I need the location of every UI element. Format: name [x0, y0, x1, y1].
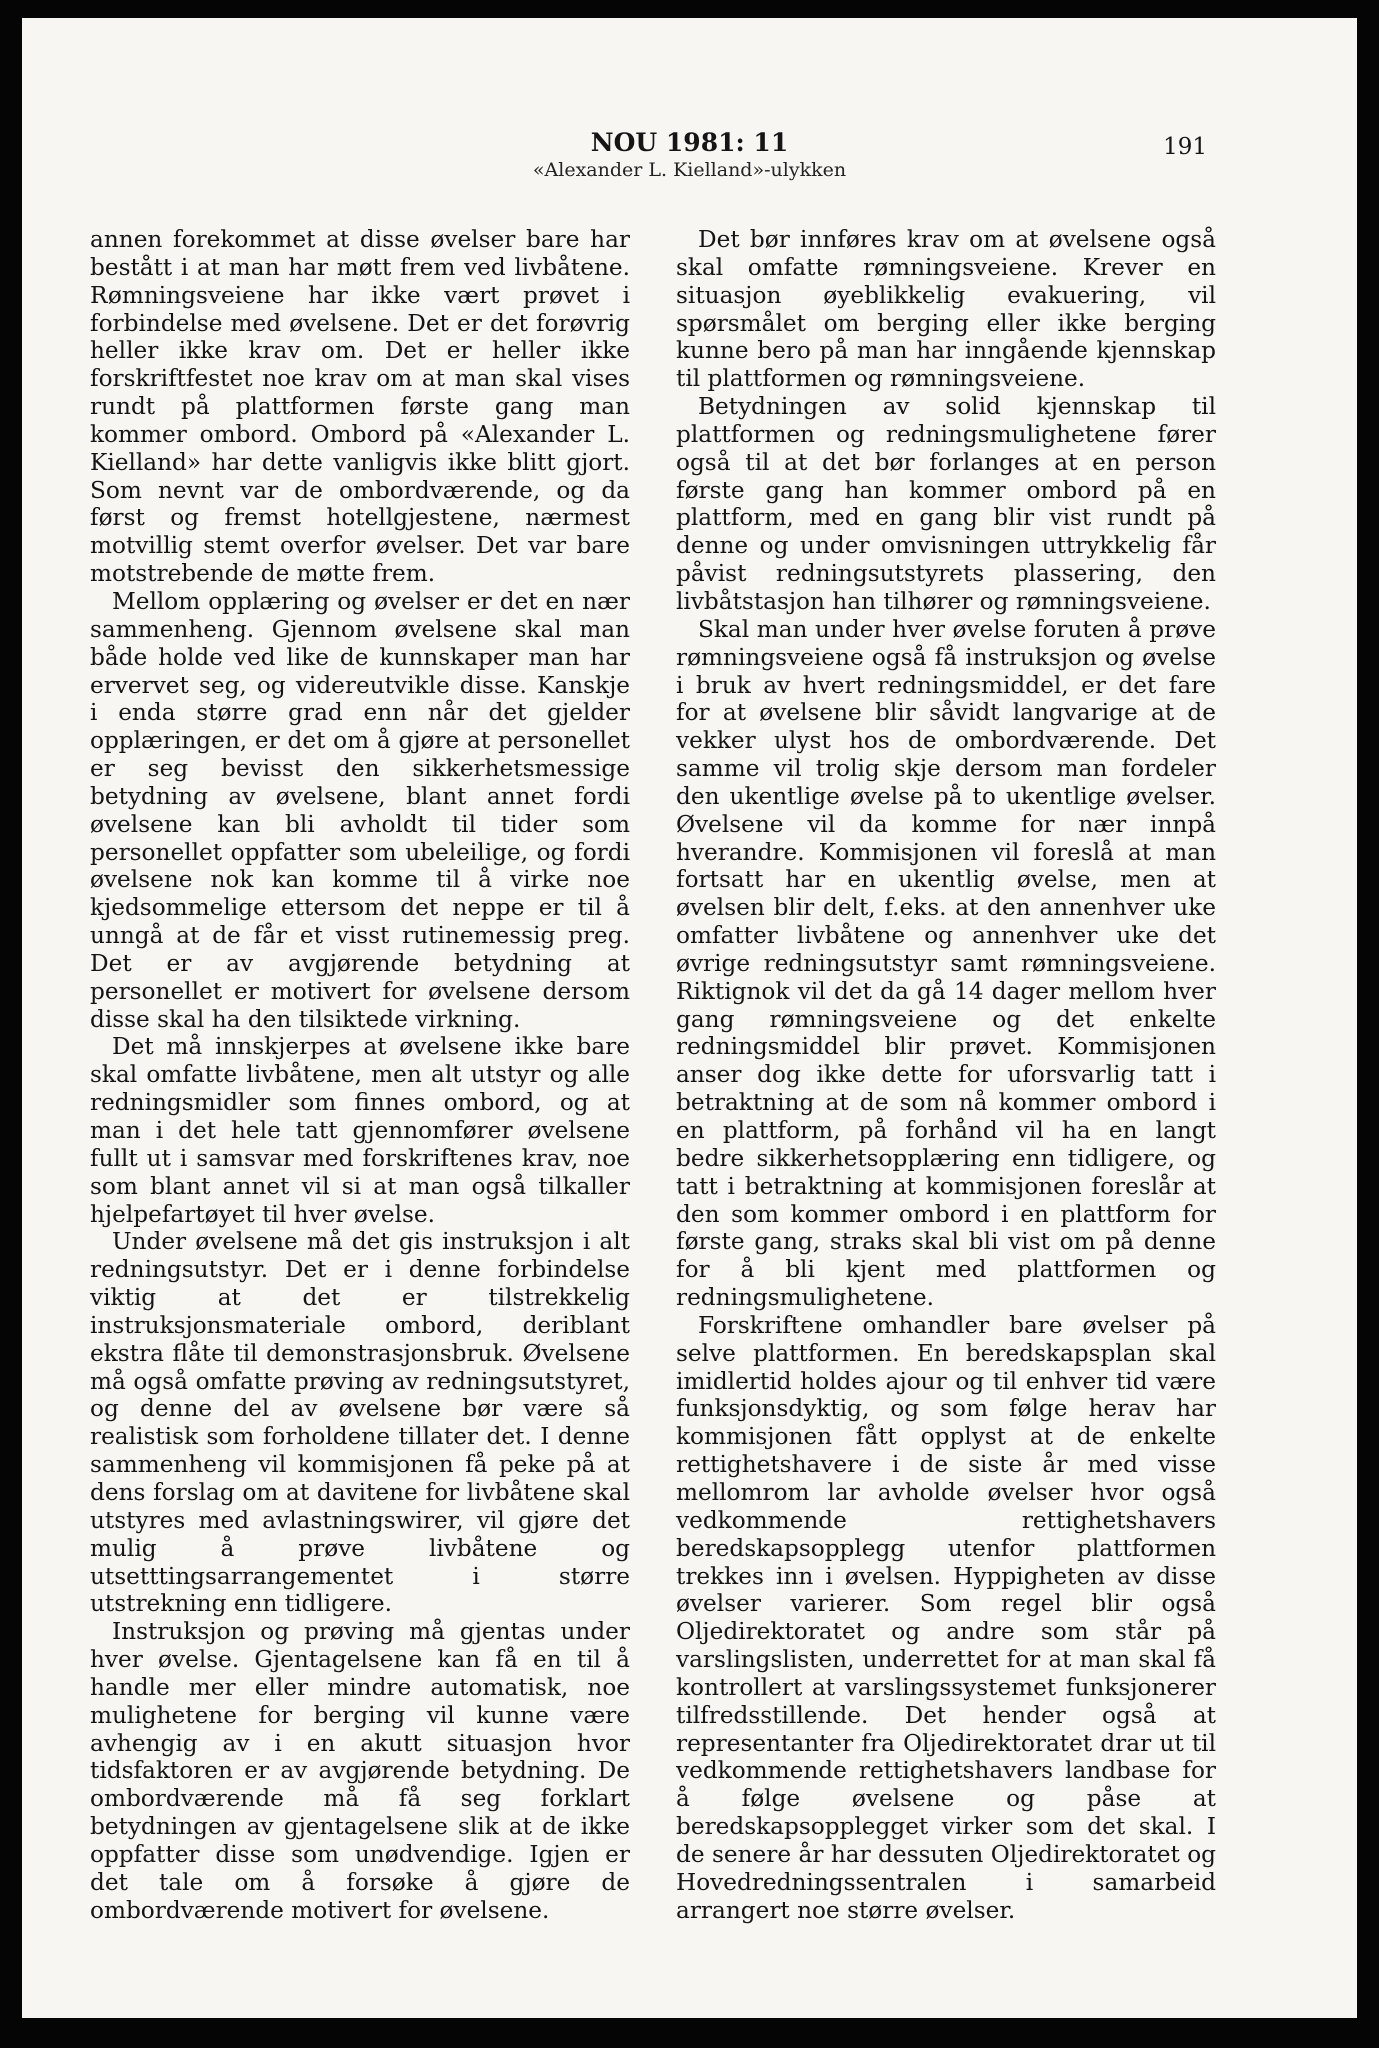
- report-title: NOU 1981: 11: [590, 128, 789, 157]
- paragraph: Skal man under hver øvelse foruten å prøve rømningsveiene også få instruksjon og øvelse i bruk av hvert redningsmiddel, er det fare for at øvelsene blir såvidt langvarige at de vekker ulyst hos de ombordværende. Det samme vil trolig skje dersom man fordeler den ukentlige øvelse på to ukentlige øvelser. Øvelsene vil da komme for nær innpå hverandre. Kommisjonen vil foreslå at man fortsatt har en ukentlig øvelse, men at øvelsen blir delt, f.eks. at den annenhver uke omfatter livbåtene og annenhver uke det øvrige redningsutstyr samt rømningsveiene. Riktignok vil det da gå 14 dager mellom hver gang rømningsveiene og det enkelte redningsmiddel blir prøvet. Kommisjonen anser dog ikke dette for uforsvarlig tatt i betraktning at de som nå kommer ombord i en plattform, på forhånd vil ha en langt bedre sikkerhetsopplæring enn tidligere, og tatt i betraktning at kommisjonen foreslår at den som kommer ombord i en plattform for første gang, straks skal bli vist om på denne for å bli kjent med plattformen og redningsmulighetene.: [676, 615, 1216, 1312]
- paragraph: Forskriftene omhandler bare øvelser på selve plattformen. En beredskapsplan skal imidlertid holdes ajour og til enhver tid være funksjonsdyktig, og som følge herav har kommisjonen fått opplyst at de enkelte rettighetshavere i de siste år med visse mellomrom lar avholde øvelser hvor også vedkommende rettighetshavers beredskapsopplegg utenfor plattformen trekkes inn i øvelsen. Hyppigheten av disse øvelser varierer. Som regel blir også Oljedirektoratet og andre som står på varslingslisten, underrettet for at man skal få kontrollert at varslingssystemet funksjonerer tilfredsstillende. Det hender også at representanter fra Oljedirektoratet drar ut til vedkommende rettighetshavers landbase for å følge øvelsene og påse at beredskapsopplegget virker som det skal. I de senere år har dessuten Oljedirektoratet og Hovedredningssentralen i samarbeid arrangert noe større øvelser.: [676, 1311, 1216, 1924]
- document-page: [22, 18, 1357, 2018]
- paragraph: Under øvelsene må det gis instruksjon i alt redningsutstyr. Det er i denne forbindelse viktig at det er tilstrekkelig instruksjonsmateriale ombord, deriblant ekstra flåte til demonstrasjonsbruk. Øvelsene må også omfatte prøving av redningsutstyret, og denne del av øvelsene bør være så realistisk som forholdene tillater det. I denne sammenheng vil kommisjonen få peke på at dens forslag om at davitene for livbåtene skal utstyres med avlastningswirer, vil gjøre det mulig å prøve livbåtene og utsetttingsarrangementet i større utstrekning enn tidligere.: [90, 1228, 630, 1618]
- paragraph: Det må innskjerpes at øvelsene ikke bare skal omfatte livbåtene, men alt utstyr og alle redningsmidler som finnes ombord, og at man i det hele tatt gjennomfører øvelsene fullt ut i samsvar med forskriftenes krav, noe som blant annet vil si at man også tilkaller hjelpefartøyet til hver øvelse.: [90, 1033, 630, 1228]
- paragraph: Instruksjon og prøving må gjentas under hver øvelse. Gjentagelsene kan få en til å handle mer eller mindre automatisk, noe mulighetene for berging vil kunne være avhengig av i en akutt situasjon hvor tidsfaktoren er av avgjørende betydning. De ombordværende må få seg forklart betydningen av gjentagelsene slik at de ikke oppfatter disse som unødvendige. Igjen er det tale om å forsøke å gjøre de ombordværende motivert for øvelsene.: [90, 1618, 630, 1924]
- report-subtitle: «Alexander L. Kielland»-ulykken: [532, 159, 847, 181]
- right-column: [676, 226, 1216, 1924]
- paragraph: annen forekommet at disse øvelser bare har bestått i at man har møtt frem ved livbåtene. Rømningsveiene har ikke vært prøvet i forbindelse med øvelsene. Det er det forøvrig heller ikke krav om. Det er heller ikke forskriftfestet noe krav om at man skal vises rundt på plattformen første gang man kommer ombord. Ombord på «Alexander L. Kielland» har dette vanligvis ikke blitt gjort. Som nevnt var de ombordværende, og da først og fremst hotellgjestene, nærmest motvillig stemt overfor øvelser. Det var bare motstrebende de møtte frem.: [90, 226, 630, 588]
- paragraph: Betydningen av solid kjennskap til plattformen og redningsmulighetene fører også til at det bør forlanges at en person første gang han kommer ombord på en plattform, med en gang blir vist rundt på denne og under omvisningen uttrykkelig får påvist redningsutstyrets plassering, den livbåtstasjon han tilhører og rømningsveiene.: [676, 393, 1216, 615]
- paragraph: Mellom opplæring og øvelser er det en nær sammenheng. Gjennom øvelsene skal man både holde ved like de kunnskaper man har ervervet seg, og videreutvikle disse. Kanskje i enda større grad enn når det gjelder opplæringen, er det om å gjøre at personellet er seg bevisst den sikkerhetsmessige betydning av øvelsene, blant annet fordi øvelsene kan bli avholdt til tider som personellet oppfatter som ubeleilige, og fordi øvelsene nok kan komme til å virke noe kjedsommelige ettersom det neppe er til å unngå at de får et visst rutinemessig preg. Det er av avgjørende betydning at personellet er motivert for øvelsene dersom disse skal ha den tilsiktede virkning.: [90, 587, 630, 1033]
- paragraph: Det bør innføres krav om at øvelsene også skal omfatte rømningsveiene. Krever en situasjon øyeblikkelig evakuering, vil spørsmålet om berging eller ikke berging kunne bero på man har inngående kjennskap til plattformen og rømningsveiene.: [676, 226, 1216, 393]
- left-column: [90, 226, 630, 1924]
- page-number: 191: [1163, 134, 1207, 160]
